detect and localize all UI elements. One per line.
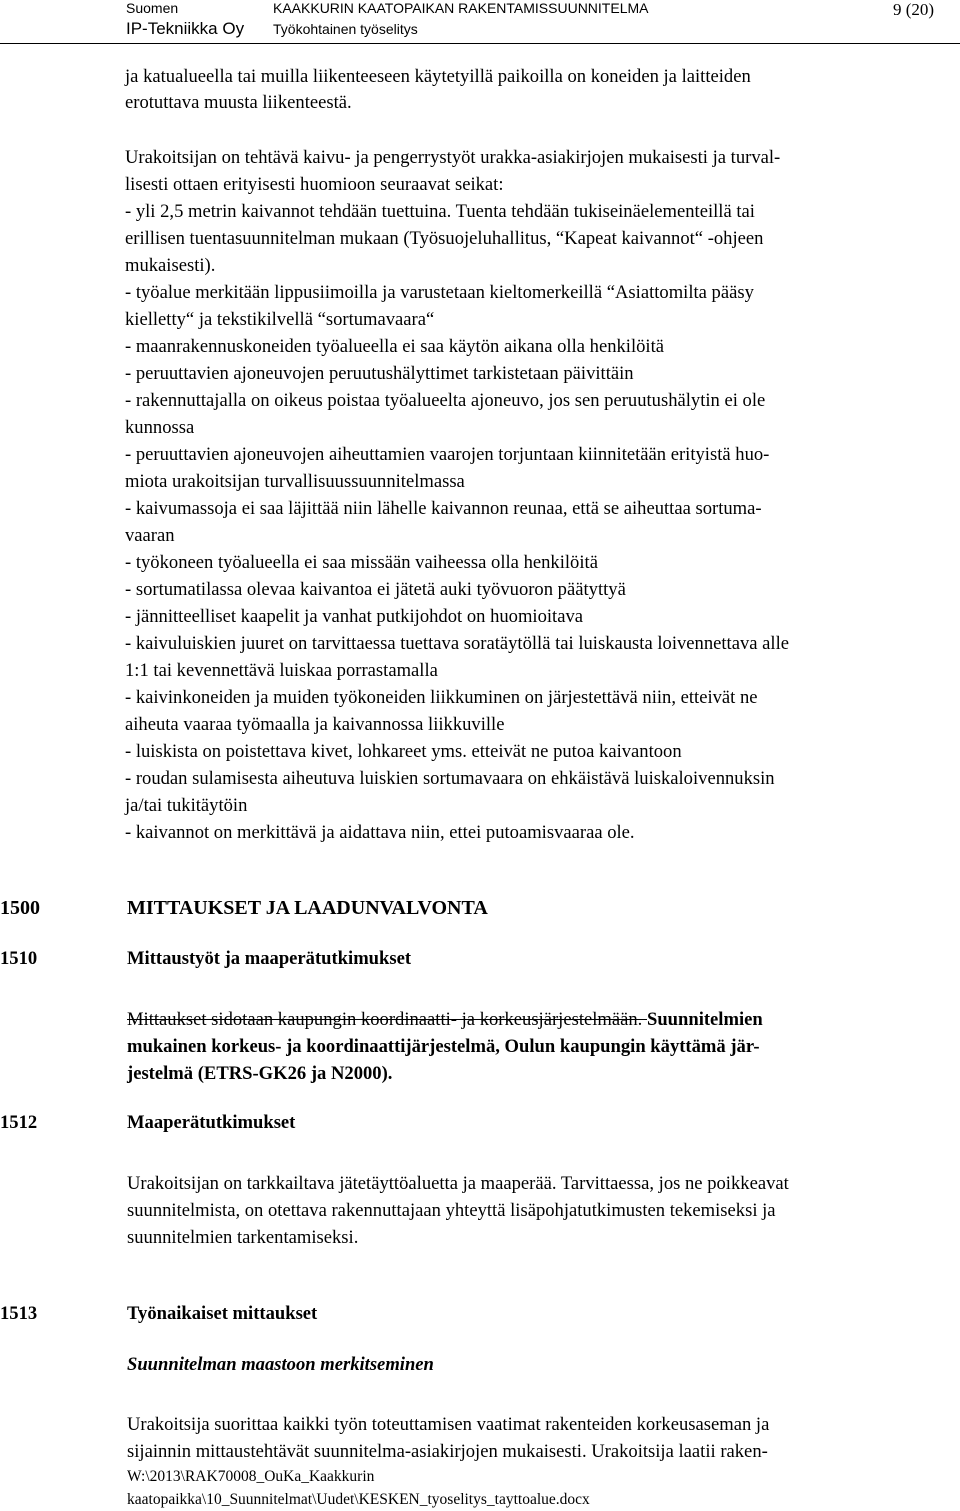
body-line: ja katualueella tai muilla liikenteeseen käytetyillä paikoilla on koneiden ja laitteiden	[125, 66, 751, 87]
body-line: Urakoitsija suorittaa kaikki työn toteuttamisen vaatimat rakenteiden korkeusaseman ja	[127, 1414, 770, 1435]
body-line: lisesti ottaen erityisesti huomioon seuraavat seikat:	[125, 174, 504, 195]
bold-text: Suunnitelmien	[646, 1009, 763, 1030]
body-line: - kaivumassoja ei saa läjittää niin lähelle kaivannon reunaa, että se aiheuttaa sortuma-	[125, 498, 762, 519]
body-line: mukaisesti).	[125, 255, 216, 276]
body-line: - roudan sulamisesta aiheutuva luiskien sortumavaara on ehkäistävä luiskaloivennuksin	[125, 768, 775, 789]
header-doc-title: KAAKKURIN KAATOPAIKAN RAKENTAMISSUUNNITELMA	[273, 0, 649, 16]
header-doc-subtitle: Työkohtainen työselitys	[273, 21, 418, 37]
body-line: - työalue merkitään lippusiimoilla ja varustetaan kieltomerkeillä “Asiattomilta pääsy	[125, 282, 754, 303]
body-line: - työkoneen työalueella ei saa missään vaiheessa olla henkilöitä	[125, 552, 598, 573]
body-line: - luiskista on poistettava kivet, lohkareet yms. etteivät ne putoa kaivantoon	[125, 741, 682, 762]
section-title-1513: Työnaikaiset mittaukset	[127, 1303, 318, 1324]
body-line: erillisen tuentasuunnitelman mukaan (Työsuojeluhallitus, “Kapeat kaivannot“ -ohjeen	[125, 228, 764, 249]
body-line: miota urakoitsijan turvallisuussuunnitelmassa	[125, 471, 465, 492]
body-line: erotuttava muusta liikenteestä.	[125, 92, 352, 113]
body-line: - peruuttavien ajoneuvojen peruutushälyttimet tarkistetaan päivittäin	[125, 363, 634, 384]
body-line: suunnitelmista, on otettava rakennuttajaan yhteyttä lisäpohjatutkimusten tekemiseksi ja	[127, 1200, 776, 1221]
section-title-1510: Mittaustyöt ja maaperätutkimukset	[127, 948, 412, 969]
section-number-1513: 1513	[0, 1303, 38, 1324]
section-title-1512: Maaperätutkimukset	[127, 1112, 296, 1133]
header-org-top: Suomen	[126, 0, 179, 16]
body-line: sijainnin mittaustehtävät suunnitelma-asiakirjojen mukaisesti. Urakoitsija laatii raken-	[127, 1441, 768, 1462]
body-line: 1:1 tai kevennettävä luiskaa porrastamalla	[125, 660, 438, 681]
body-line: suunnitelmien tarkentamiseksi.	[127, 1227, 359, 1248]
section-1510-line-2: mukainen korkeus- ja koordinaattijärjestelmä, Oulun kaupungin käyttämä jär-	[127, 1036, 760, 1057]
body-line: - rakennuttajalla on oikeus poistaa työalueelta ajoneuvo, jos sen peruutushälytin ei ole	[125, 390, 766, 411]
header-rule	[0, 43, 960, 44]
body-line: - sortumatilassa olevaa kaivantoa ei jätetä auki työvuoron päätyttyä	[125, 579, 626, 600]
body-line: aiheuta vaaraa työmaalla ja kaivannossa liikkuville	[125, 714, 505, 735]
struck-text: Mittaukset sidotaan kaupungin koordinaatti- ja korkeusjärjestelmään.	[127, 1009, 647, 1030]
section-title-1500: MITTAUKSET JA LAADUNVALVONTA	[127, 897, 488, 919]
body-line: - peruuttavien ajoneuvojen aiheuttamien vaarojen torjuntaan kiinnitetään erityistä huo-	[125, 444, 770, 465]
body-line: Urakoitsijan on tarkkailtava jätetäyttöaluetta ja maaperää. Tarvittaessa, jos ne poikkeavat	[127, 1173, 789, 1194]
section-number-1512: 1512	[0, 1112, 38, 1133]
body-line: - kaivinkoneiden ja muiden työkoneiden liikkuminen on järjestettävä niin, etteivät ne	[125, 687, 758, 708]
header-page-number: 9 (20)	[893, 0, 935, 19]
body-line: vaaran	[125, 525, 175, 546]
header-org-bottom: IP-Tekniikka Oy	[126, 19, 245, 38]
body-line: ja/tai tukitäytöin	[125, 795, 248, 816]
body-line: - kaivuluiskien juuret on tarvittaessa tuettava soratäytöllä tai luiskausta loivennettava alle	[125, 633, 790, 654]
footer-path-line-2: kaatopaikka\10_Suunnitelmat\Uudet\KESKEN_tyoselitys_tayttoalue.docx	[127, 1491, 590, 1508]
section-number-1510: 1510	[0, 948, 38, 969]
section-number-1500: 1500	[0, 897, 40, 919]
body-line: - maanrakennuskoneiden työalueella ei saa käytön aikana olla henkilöitä	[125, 336, 665, 357]
subheading: Suunnitelman maastoon merkitseminen	[127, 1354, 434, 1375]
section-1510-line-1	[127, 1006, 957, 1033]
body-line: kielletty“ ja tekstikilvellä “sortumavaara“	[125, 309, 435, 330]
footer-path-line-1: W:\2013\RAK70008_OuKa_Kaakkurin	[127, 1468, 375, 1485]
body-line: - yli 2,5 metrin kaivannot tehdään tuettuina. Tuenta tehdään tukiseinäelementeillä tai	[125, 201, 755, 222]
body-line: kunnossa	[125, 417, 195, 438]
body-line: - jännitteelliset kaapelit ja vanhat putkijohdot on huomioitava	[125, 606, 584, 627]
body-line: Urakoitsijan on tehtävä kaivu- ja pengerrystyöt urakka-asiakirjojen mukaisesti ja turval-	[125, 147, 781, 168]
section-1510-line-3: jestelmä (ETRS-GK26 ja N2000).	[127, 1063, 393, 1084]
body-line: - kaivannot on merkittävä ja aidattava niin, ettei putoamisvaaraa ole.	[125, 822, 635, 843]
